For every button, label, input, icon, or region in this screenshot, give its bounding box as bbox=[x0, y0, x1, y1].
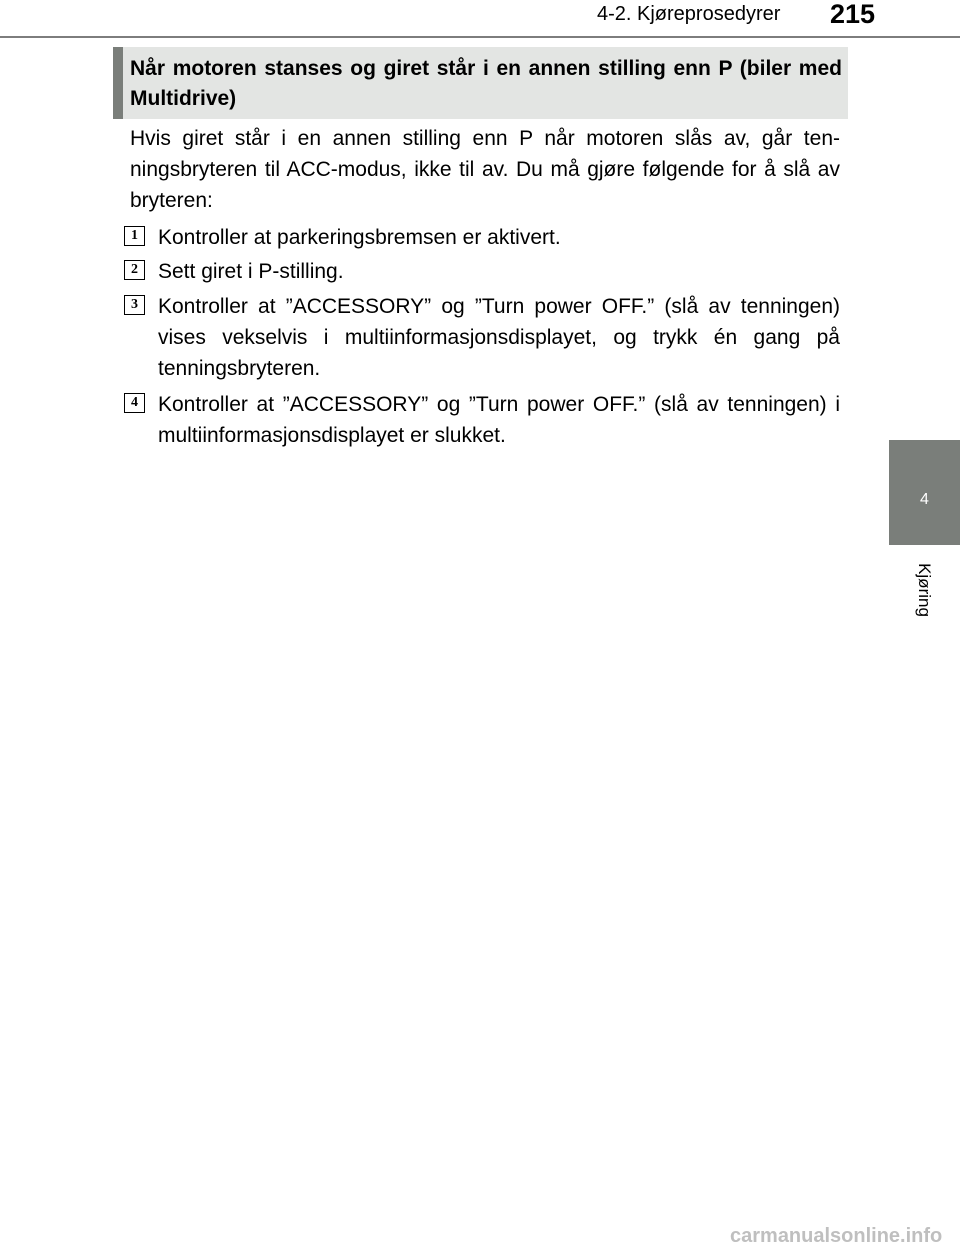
step-number-badge: 1 bbox=[124, 226, 145, 246]
watermark-text: carmanualsonline.info bbox=[730, 1225, 943, 1247]
chapter-tab bbox=[889, 440, 960, 545]
section-heading-bar bbox=[113, 47, 123, 119]
running-header-section: 4-2. Kjøreprosedyrer bbox=[597, 3, 781, 25]
chapter-label bbox=[910, 555, 938, 625]
step-text: Kontroller at parkeringsbremsen er aktivert. bbox=[158, 226, 561, 249]
step-text: Kontroller at ”ACCESSORY” og ”Turn power OFF.” (slå av tenningen) vises vekselvis i multiinformasjonsdisplayet, og trykk én gang på tenningsbryteren. bbox=[158, 295, 840, 380]
chapter-label-text: Kjøring bbox=[915, 563, 935, 617]
step-number-badge: 4 bbox=[124, 393, 145, 413]
chapter-tab-number: 4 bbox=[920, 491, 929, 508]
step-number-badge: 2 bbox=[124, 260, 145, 280]
step-text: Sett giret i P-stilling. bbox=[158, 260, 344, 283]
section-heading: Når motoren stanses og giret står i en annen stilling enn P (biler med Multidrive) bbox=[130, 57, 842, 110]
header-rule bbox=[0, 36, 960, 38]
step-number-badge: 3 bbox=[124, 295, 145, 315]
step-text: Kontroller at ”ACCESSORY” og ”Turn power OFF.” (slå av tenningen) i multiinformasjonsdisplayet er slukket. bbox=[158, 393, 840, 447]
watermark-logo bbox=[728, 1222, 954, 1248]
page-number: 215 bbox=[830, 0, 876, 29]
intro-paragraph: Hvis giret står i en annen stilling enn P når motoren slås av, går tenningsbryteren til ACC-modus, ikke til av. Du må gjøre følgende for å slå av bryteren: bbox=[130, 127, 840, 212]
section-heading-box bbox=[113, 47, 848, 119]
